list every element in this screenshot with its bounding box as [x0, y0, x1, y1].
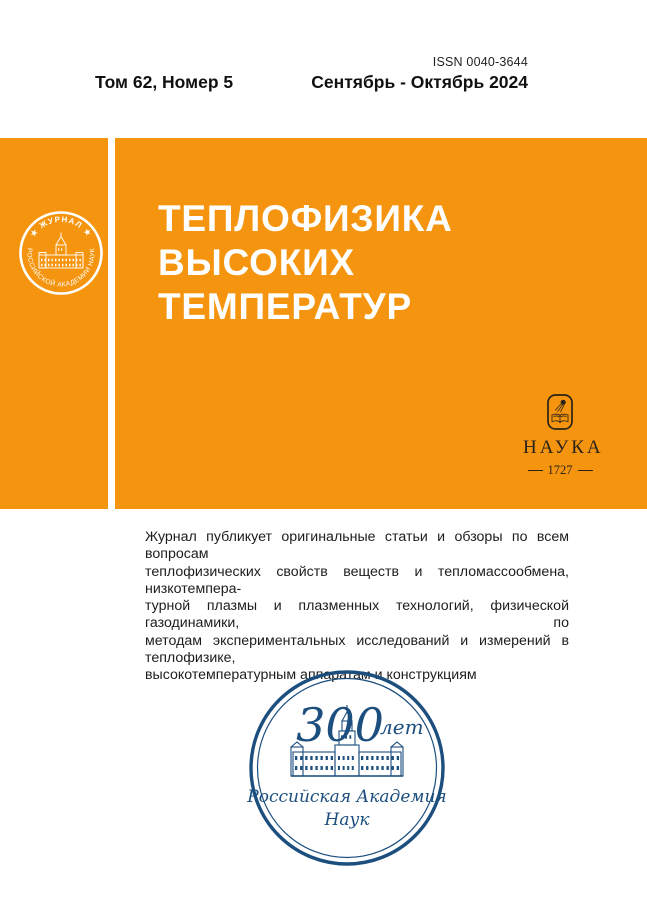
dash-left — [528, 470, 543, 471]
kunstkamera-building-icon — [39, 233, 83, 269]
journal-description — [145, 529, 569, 685]
description-line: турной плазмы и плазменных технологий, физической газодинамики, по — [145, 598, 569, 632]
journal-title-line1: ТЕПЛОФИЗИКА — [158, 198, 453, 239]
nauka-sputnik-book-icon — [547, 394, 573, 430]
publisher-name: НАУКА — [523, 437, 604, 458]
issue-header — [95, 72, 528, 93]
nauka-publisher-logo — [520, 394, 604, 478]
anniversary-number: 300 — [296, 698, 384, 752]
issn-number: ISSN 0040-3644 — [432, 55, 528, 69]
dash-right — [578, 470, 593, 471]
issue-period: Сентябрь - Октябрь 2024 — [311, 72, 528, 92]
description-line: методам экспериментальных исследований и измерений в теплофизике, — [145, 632, 569, 667]
description-line: Журнал публикует оригинальные статьи и обзоры по всем вопросам — [145, 529, 569, 563]
publisher-founded — [520, 463, 600, 478]
description-line: высокотемпературным аппаратам и конструкциям — [145, 667, 477, 684]
anniversary-org-line1: Российская Академия — [247, 787, 447, 807]
journal-title-line2: ВЫСОКИХ — [158, 242, 355, 283]
founded-year: 1727 — [547, 463, 573, 477]
seal-bottom-arc-text: РОССИЙСКОЙ АКАДЕМИИ НАУК — [25, 247, 97, 289]
ras-journal-seal-icon — [13, 205, 109, 301]
anniversary-unit: лет — [380, 715, 424, 739]
volume-issue: Том 62, Номер 5 — [95, 72, 234, 92]
journal-title — [158, 197, 453, 329]
ras-300-years-emblem — [247, 668, 447, 868]
orange-banner — [115, 138, 647, 509]
journal-title-line3: ТЕМПЕРАТУР — [158, 286, 412, 327]
anniversary-org-line2: Наук — [324, 810, 370, 830]
seal-top-arc-text: ★ ЖУРНАЛ ★ — [28, 214, 94, 239]
orange-side-strip — [0, 138, 108, 509]
description-line: теплофизических свойств веществ и тепломассообмена, низкотемпера- — [145, 563, 569, 597]
